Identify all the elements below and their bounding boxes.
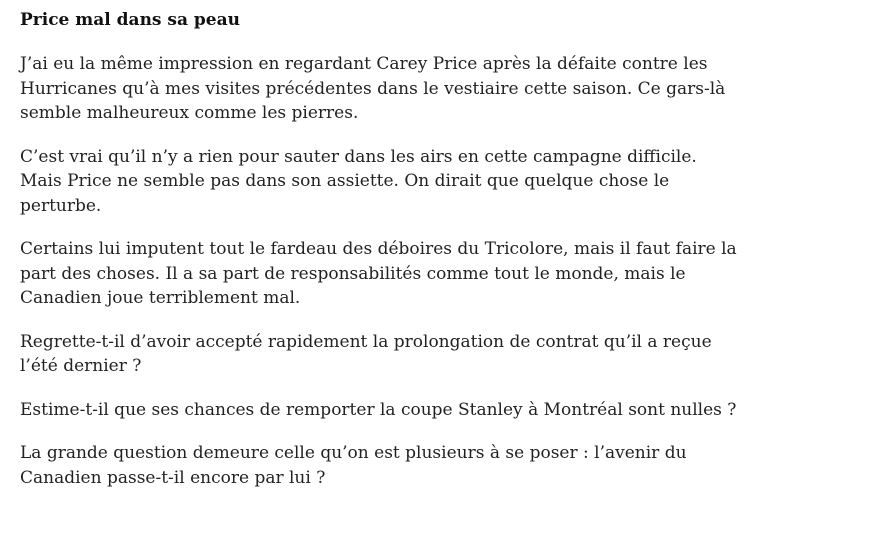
paragraph-4: Regrette-t-il d’avoir accepté rapidement la prolongation de contrat qu’il a reçue l’été dernier ? — [20, 331, 712, 376]
section-heading: Price mal dans sa peau — [20, 10, 240, 30]
paragraph-3: Certains lui imputent tout le fardeau des déboires du Tricolore, mais il faut faire la part des choses. Il a sa part de responsabilités comme tout le monde, mais le Canadien joue terriblement mal. — [20, 239, 737, 308]
paragraph-2: C’est vrai qu’il n’y a rien pour sauter dans les airs en cette campagne difficile. Mais Price ne semble pas dans son assiette. On dirait que quelque chose le perturbe. — [20, 146, 697, 216]
paragraph-1: J’ai eu la même impression en regardant Carey Price après la défaite contre les Hurricanes qu’à mes visites précédentes dans le vestiaire cette saison. Ce gars-là semble malheureux comme les pierres. — [20, 54, 726, 123]
article-body — [20, 8, 740, 490]
paragraph-6: La grande question demeure celle qu’on est plusieurs à se poser : l’avenir du Canadien passe-t-il encore par lui ? — [20, 443, 687, 488]
paragraph-5: Estime-t-il que ses chances de remporter la coupe Stanley à Montréal sont nulles ? — [20, 399, 737, 420]
